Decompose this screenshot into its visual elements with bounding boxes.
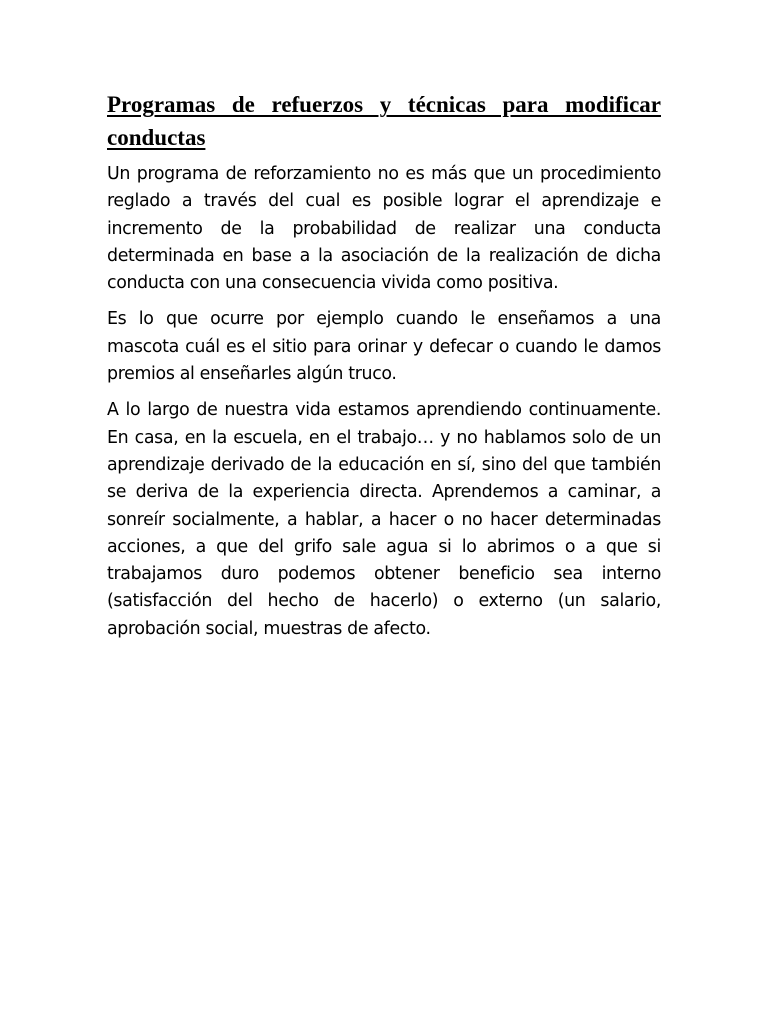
- paragraph-2: Es lo que ocurre por ejemplo cuando le enseñamos a una mascota cuál es el sitio para orinar y defecar o cuando le damos premios al enseñarles algún truco.: [107, 309, 661, 385]
- paragraph-3: A lo largo de nuestra vida estamos aprendiendo continuamente. En casa, en la escuela, en el trabajo… y no hablamos solo de un aprendizaje derivado de la educación en sí, sino del que también se deriva de la experiencia directa. Aprendemos a caminar, a sonreír socialmente, a hablar, a hacer o no hacer determinadas acciones, a que del grifo sale agua si lo abrimos o a que si trabajamos duro podemos obtener beneficio sea interno (satisfacción del hecho de hacerlo) o externo (un salario, aprobación social, muestras de afecto.: [107, 400, 661, 639]
- document-page: [107, 88, 661, 652]
- document-title: Programas de refuerzos y técnicas para modificar conductas: [107, 92, 661, 150]
- paragraph-1: Un programa de reforzamiento no es más que un procedimiento reglado a través del cual es posible lograr el aprendizaje e incremento de la probabilidad de realizar una conducta determinada en base a la asociación de la realización de dicha conducta con una consecuencia vivida como positiva.: [107, 164, 661, 294]
